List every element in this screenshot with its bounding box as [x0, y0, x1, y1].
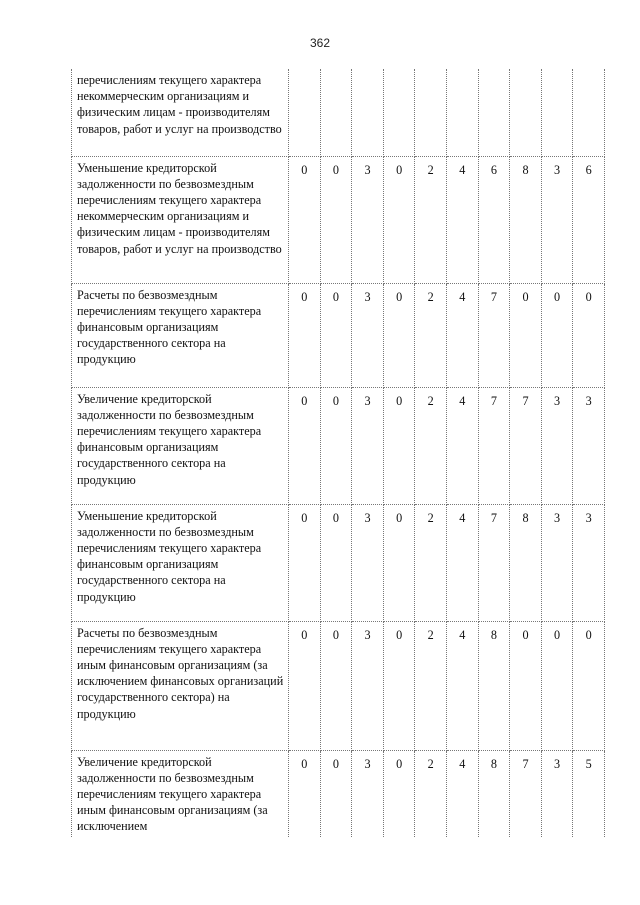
code-digit-cell: 0	[289, 621, 321, 750]
code-digit-cell: 0	[383, 156, 415, 283]
code-digit-cell: 8	[478, 621, 510, 750]
code-digit-cell: 4	[447, 621, 479, 750]
code-digit-cell: 0	[383, 387, 415, 504]
table-row	[72, 156, 605, 283]
table-row	[72, 621, 605, 750]
code-digit-cell: 0	[541, 621, 573, 750]
code-digit-cell: 4	[447, 504, 479, 621]
code-digit-cell	[352, 69, 384, 156]
code-digit-cell	[320, 69, 352, 156]
code-digit-cell: 0	[510, 283, 542, 387]
code-digit-cell: 2	[415, 621, 447, 750]
code-digit-cell: 3	[352, 156, 384, 283]
code-digit-cell	[478, 69, 510, 156]
code-digit-cell: 2	[415, 283, 447, 387]
code-digit-cell: 0	[320, 387, 352, 504]
row-description: Уменьшение кредиторской задолженности по безвозмездным перечислениям текущего характера финансовым организациям государственного сектора на продукцию	[72, 504, 289, 621]
table-row	[72, 283, 605, 387]
code-digit-cell: 2	[415, 156, 447, 283]
code-digit-cell: 0	[320, 156, 352, 283]
code-digit-cell: 0	[289, 504, 321, 621]
code-digit-cell	[541, 69, 573, 156]
table-row	[72, 750, 605, 837]
code-digit-cell	[573, 69, 605, 156]
row-description: Уменьшение кредиторской задолженности по безвозмездным перечислениям текущего характера некоммерческим организациям и физическим лицам - производителям товаров, работ и услуг на производство	[72, 156, 289, 283]
code-digit-cell: 7	[510, 750, 542, 837]
code-digit-cell: 7	[478, 504, 510, 621]
code-digit-cell	[383, 69, 415, 156]
code-digit-cell: 2	[415, 750, 447, 837]
page-number: 362	[309, 36, 331, 50]
code-digit-cell	[415, 69, 447, 156]
code-digit-cell: 3	[352, 504, 384, 621]
code-digit-cell: 7	[478, 387, 510, 504]
code-digit-cell: 0	[289, 750, 321, 837]
code-digit-cell: 3	[352, 387, 384, 504]
code-digit-cell: 3	[573, 387, 605, 504]
code-digit-cell: 0	[320, 504, 352, 621]
code-digit-cell: 0	[289, 156, 321, 283]
code-digit-cell: 8	[478, 750, 510, 837]
code-digit-cell	[447, 69, 479, 156]
code-digit-cell	[510, 69, 542, 156]
row-description: перечислениям текущего характера некоммерческим организациям и физическим лицам - производителям товаров, работ и услуг на производство	[72, 69, 289, 156]
code-digit-cell: 2	[415, 387, 447, 504]
code-digit-cell: 3	[541, 504, 573, 621]
row-description: Расчеты по безвозмездным перечислениям текущего характера финансовым организациям государственного сектора на продукцию	[72, 283, 289, 387]
code-digit-cell: 3	[541, 387, 573, 504]
code-digit-cell: 0	[320, 283, 352, 387]
code-digit-cell: 0	[383, 283, 415, 387]
code-digit-cell: 8	[510, 504, 542, 621]
code-digit-cell: 2	[415, 504, 447, 621]
code-digit-cell: 0	[289, 387, 321, 504]
code-digit-cell: 3	[573, 504, 605, 621]
code-digit-cell: 0	[320, 750, 352, 837]
code-digit-cell: 3	[541, 750, 573, 837]
code-digit-cell: 0	[320, 621, 352, 750]
row-description: Увеличение кредиторской задолженности по безвозмездным перечислениям текущего характера финансовым организациям государственного сектора на продукцию	[72, 387, 289, 504]
code-digit-cell: 4	[447, 750, 479, 837]
code-digit-cell: 0	[573, 621, 605, 750]
code-digit-cell: 4	[447, 283, 479, 387]
code-digit-cell: 8	[510, 156, 542, 283]
row-description: Увеличение кредиторской задолженности по безвозмездным перечислениям текущего характера иным финансовым организациям (за исключением	[72, 750, 289, 837]
budget-code-table	[71, 69, 605, 837]
code-digit-cell: 0	[383, 750, 415, 837]
code-digit-cell: 3	[541, 156, 573, 283]
code-digit-cell: 3	[352, 621, 384, 750]
code-digit-cell: 3	[352, 283, 384, 387]
code-digit-cell: 6	[478, 156, 510, 283]
code-digit-cell: 0	[383, 504, 415, 621]
code-digit-cell: 0	[541, 283, 573, 387]
code-digit-cell: 4	[447, 387, 479, 504]
code-digit-cell: 0	[289, 283, 321, 387]
table-body	[72, 69, 605, 837]
code-digit-cell: 5	[573, 750, 605, 837]
code-digit-cell: 4	[447, 156, 479, 283]
row-description: Расчеты по безвозмездным перечислениям текущего характера иным финансовым организациям (за исключением финансовых организаций государственного сектора) на продукцию	[72, 621, 289, 750]
code-digit-cell: 6	[573, 156, 605, 283]
code-digit-cell	[289, 69, 321, 156]
code-digit-cell: 3	[352, 750, 384, 837]
code-digit-cell: 0	[383, 621, 415, 750]
code-digit-cell: 0	[573, 283, 605, 387]
code-digit-cell: 7	[478, 283, 510, 387]
code-digit-cell: 7	[510, 387, 542, 504]
table-row	[72, 504, 605, 621]
table-row	[72, 387, 605, 504]
table-row	[72, 69, 605, 156]
code-digit-cell: 0	[510, 621, 542, 750]
